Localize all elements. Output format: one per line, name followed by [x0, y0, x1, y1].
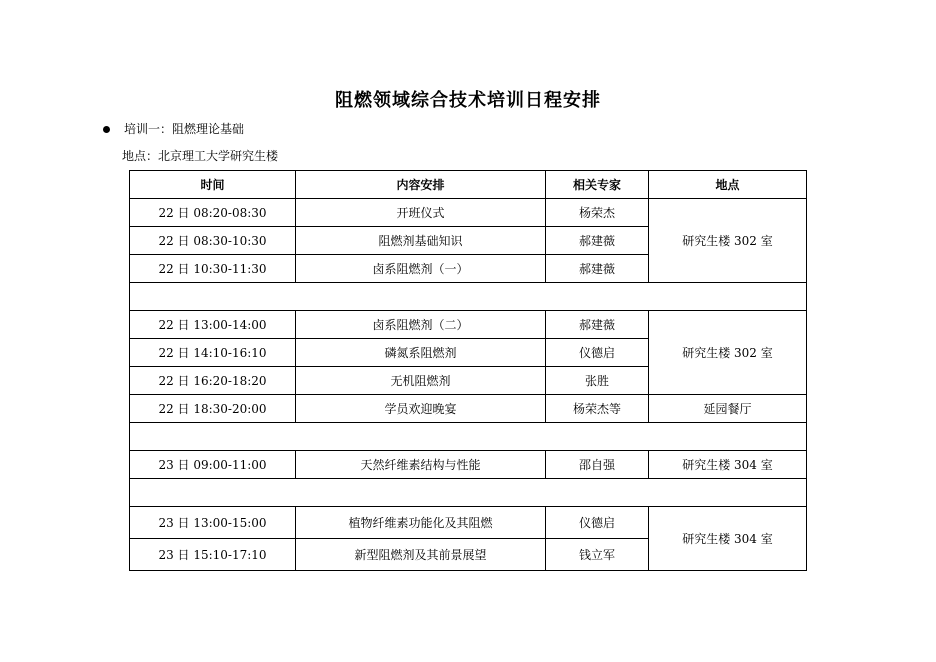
cell-expert: 杨荣杰	[546, 199, 649, 227]
cell-time: 22 日 08:20-08:30	[130, 199, 296, 227]
cell-content: 磷氮系阻燃剂	[296, 339, 546, 367]
cell-time: 22 日 08:30-10:30	[130, 227, 296, 255]
spacer-cell	[130, 283, 807, 311]
table-row	[130, 199, 807, 227]
cell-time: 23 日 09:00-11:00	[130, 451, 296, 479]
cell-content: 植物纤维素功能化及其阻燃	[296, 507, 546, 539]
cell-time: 22 日 16:20-18:20	[130, 367, 296, 395]
table-header-row	[130, 171, 807, 199]
cell-content: 学员欢迎晚宴	[296, 395, 546, 423]
header-time: 时间	[130, 171, 296, 199]
cell-content: 无机阻燃剂	[296, 367, 546, 395]
header-expert: 相关专家	[546, 171, 649, 199]
cell-place: 研究生楼 304 室	[649, 451, 807, 479]
spacer-cell	[130, 423, 807, 451]
location-label: 地点：北京理工大学研究生楼	[122, 149, 279, 163]
table-row	[130, 451, 807, 479]
page-title: 阻燃领域综合技术培训日程安排	[335, 90, 601, 111]
cell-content: 天然纤维素结构与性能	[296, 451, 546, 479]
spacer-row	[130, 423, 807, 451]
cell-expert: 郝建薇	[546, 255, 649, 283]
cell-place: 研究生楼 304 室	[649, 507, 807, 571]
cell-expert: 郝建薇	[546, 227, 649, 255]
cell-time: 22 日 14:10-16:10	[130, 339, 296, 367]
cell-content: 开班仪式	[296, 199, 546, 227]
header-content: 内容安排	[296, 171, 546, 199]
spacer-row	[130, 283, 807, 311]
schedule-table	[129, 170, 807, 571]
header-place: 地点	[649, 171, 807, 199]
cell-content: 新型阻燃剂及其前景展望	[296, 539, 546, 571]
cell-time: 22 日 13:00-14:00	[130, 311, 296, 339]
cell-expert: 钱立军	[546, 539, 649, 571]
cell-expert: 仪德启	[546, 339, 649, 367]
cell-expert: 邵自强	[546, 451, 649, 479]
bullet-icon	[103, 126, 110, 133]
cell-content: 阻燃剂基础知识	[296, 227, 546, 255]
spacer-cell	[130, 479, 807, 507]
training-line	[103, 121, 244, 137]
cell-place: 研究生楼 302 室	[649, 311, 807, 395]
cell-time: 23 日 13:00-15:00	[130, 507, 296, 539]
cell-time: 22 日 18:30-20:00	[130, 395, 296, 423]
cell-expert: 仪德启	[546, 507, 649, 539]
cell-place: 延园餐厅	[649, 395, 807, 423]
cell-time: 22 日 10:30-11:30	[130, 255, 296, 283]
cell-expert: 杨荣杰等	[546, 395, 649, 423]
spacer-row	[130, 479, 807, 507]
cell-place: 研究生楼 302 室	[649, 199, 807, 283]
cell-expert: 郝建薇	[546, 311, 649, 339]
table-row	[130, 311, 807, 339]
cell-expert: 张胜	[546, 367, 649, 395]
cell-content: 卤系阻燃剂（二）	[296, 311, 546, 339]
cell-time: 23 日 15:10-17:10	[130, 539, 296, 571]
table-row	[130, 507, 807, 539]
training-label: 培训一：阻燃理论基础	[124, 122, 245, 136]
table-row	[130, 395, 807, 423]
cell-content: 卤系阻燃剂（一）	[296, 255, 546, 283]
